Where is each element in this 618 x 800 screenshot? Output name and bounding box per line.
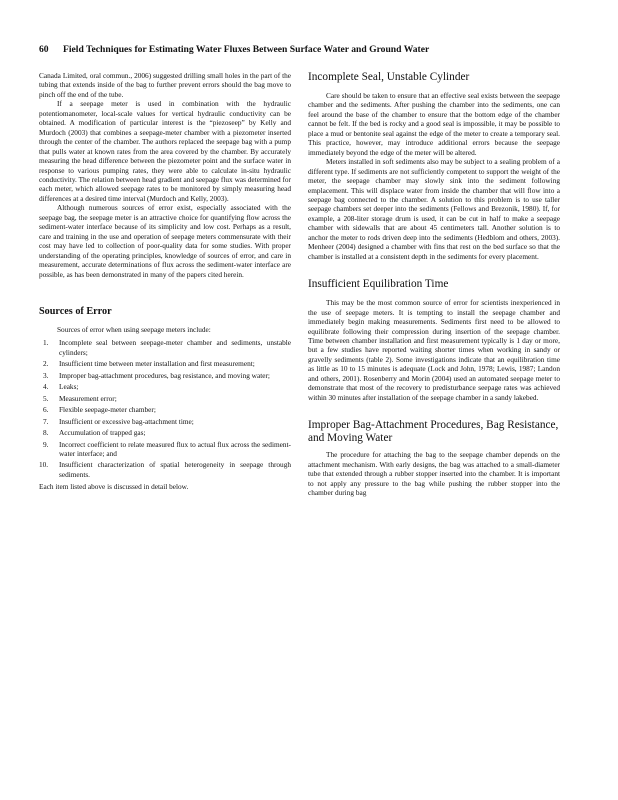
paragraph: Sources of error when using seepage meters include: bbox=[57, 324, 211, 334]
list-number: 6. bbox=[43, 405, 49, 415]
list-item-text: Incorrect coefficient to relate measured flux to actual flux across the sediment-water interface; and bbox=[59, 439, 291, 458]
paragraph: Care should be taken to ensure that an effective seal exists between the seepage chamber and the sediments. After pushing the chamber into the sediments, one can feel around the base of the chamber to ensure that the bottom edge of the chamber cannot be felt. If the bed is rocky and a good seal is impossible, it may be possible to place a mud or bentonite seal against the edge of the meter to create a temporary seal. This practice, however, may introduce additional errors because the seepage immediately beyond the edge of the meter will be altered. bbox=[308, 91, 560, 157]
section-heading-sources-of-error: Sources of Error bbox=[39, 305, 112, 317]
list-number: 2. bbox=[43, 359, 49, 369]
list-item bbox=[39, 460, 291, 479]
paragraph: Although numerous sources of error exist, especially associated with the seepage bag, the seepage meter is an attractive choice for quantifying flow across the sediment-water interface because of its simplicity and low cost. Perhaps as a result, care and training in the use and operation of seepage meters commensurate with their cost may have led to collection of poor-quality data for some studies. With proper understanding of the operating principles, knowledge of sources of error, and care in measurement, accurate determinations of flux across the sediment-water interface are possible, as has been demonstrated in many of the papers cited herein. bbox=[39, 203, 291, 279]
running-header bbox=[39, 44, 429, 55]
list-item bbox=[39, 417, 291, 426]
list-item-text: Flexible seepage-meter chamber; bbox=[59, 405, 156, 415]
list-item bbox=[39, 371, 291, 380]
list-item bbox=[39, 394, 291, 403]
list-item-text: Measurement error; bbox=[59, 393, 117, 403]
list-item-text: Leaks; bbox=[59, 382, 79, 392]
section-heading-bag-attachment: Improper Bag-Attachment Procedures, Bag Resistance, and Moving Water bbox=[308, 419, 559, 445]
list-number: 10. bbox=[39, 460, 49, 470]
paragraph: Each item listed above is discussed in detail below. bbox=[39, 482, 189, 492]
list-item-text: Incomplete seal between seepage-meter chamber and sediments, unstable cylinders; bbox=[59, 338, 291, 357]
section-heading-incomplete-seal: Incomplete Seal, Unstable Cylinder bbox=[308, 71, 470, 83]
list-item-text: Improper bag-attachment procedures, bag resistance, and moving water; bbox=[59, 370, 270, 380]
list-number: 7. bbox=[43, 416, 49, 426]
list-number: 4. bbox=[43, 382, 49, 392]
running-title: Field Techniques for Estimating Water Fluxes Between Surface Water and Ground Water bbox=[63, 44, 430, 55]
right-column bbox=[308, 71, 560, 497]
paragraph: This may be the most common source of error for scientists inexperienced in the use of seepage meters. It is tempting to install the seepage chamber and immediately begin making measurements. Sediments first need to be allowed to equilibrate following their compression during insertion of the seepage chamber. Time between chamber installation and first measurement typically is 1 day or more, but a few studies have reported waiting shorter times when working in sandy or gravelly sediments (table 2). Some investigations indicate that an equilibration time as little as 10 to 15 minutes is adequate (Lock and John, 1978; Lewis, 1987; Landon and others, 2001). Rosenberry and Morin (2004) used an automated seepage meter to demonstrate that most of the recovery to predisturbance seepage rates was achieved within 30 minutes after installation of the seepage chamber in a sandy lakebed. bbox=[308, 298, 560, 402]
list-item-text: Accumulation of trapped gas; bbox=[59, 428, 146, 438]
list-item-text: Insufficient characterization of spatial heterogeneity in seepage through sediments. bbox=[59, 460, 291, 479]
list-item-text: Insufficient or excessive bag-attachment time; bbox=[59, 416, 194, 426]
list-number: 8. bbox=[43, 428, 49, 438]
list-item-text: Insufficient time between meter installation and first measurement; bbox=[59, 359, 255, 369]
list-item bbox=[39, 382, 291, 391]
list-item bbox=[39, 440, 291, 459]
list-item bbox=[39, 338, 291, 357]
paragraph: The procedure for attaching the bag to the seepage chamber depends on the attachment mechanism. With early designs, the bag was attached to a small-diameter tube that extended through a rubber stopper inserted into the chamber. It is important to not apply any pressure to the bag while pushing the rubber stopper into the chamber during bag bbox=[308, 450, 560, 497]
list-number: 3. bbox=[43, 370, 49, 380]
paragraph: Canada Limited, oral commun., 2006) suggested drilling small holes in the part of the tubing that extends inside of the bag to further prevent errors should the bag move to pinch off the end of the tube. bbox=[39, 71, 291, 99]
paragraph: Meters installed in soft sediments also may be subject to a sealing problem of a different type. If sediments are not sufficiently competent to support the weight of the meter, the seepage chamber may slowly sink into the sediment following emplacement. This will displace water from inside the chamber that will flow into a seepage bag connected to the chamber. A solution to this problem is to use taller seepage chambers set deeper into the sediments (Fellows and Brezonik, 1980). If, for example, a 208-liter storage drum is used, it can be cut in half to make a seepage chamber with sidewalls that are about 45 centimeters tall. Another solution is to anchor the meter to rods driven deep into the sediments (Hedblom and others, 2003). Menheer (2004) designed a chamber with fins that rest on the bed surface so that the chamber is installed at a consistent depth in the sediments for every placement. bbox=[308, 157, 560, 261]
list-item bbox=[39, 359, 291, 368]
page-number: 60 bbox=[39, 44, 49, 55]
list-item bbox=[39, 405, 291, 414]
paragraph: If a seepage meter is used in combination with the hydraulic potentiomanometer, local-scale values for vertical hydraulic conductivity can be obtained. A modification of particular interest is the “piezoseep” by Kelly and Murdoch (2003) that combines a seepage-meter chamber with a piezometer inserted through the center of the chamber. The authors replaced the seepage bag with a pump that pulls water at known rates from the area covered by the chamber. By accurately measuring the head difference between the piezometer point and the surface water in response to various pumping rates, they were able to calculate in-situ hydraulic conductivity. The relation between head gradient and seepage flux was determined for each meter, which allowed seepage rates to be monitored by simply measuring head differences at a desired time interval (Murdoch and Kelly, 2003). bbox=[39, 99, 291, 203]
list-number: 1. bbox=[43, 338, 49, 348]
error-sources-list bbox=[39, 338, 291, 479]
section-heading-equilibration-time: Insufficient Equilibration Time bbox=[308, 278, 449, 291]
left-column bbox=[39, 71, 291, 492]
list-number: 5. bbox=[43, 393, 49, 403]
list-number: 9. bbox=[43, 439, 49, 449]
list-item bbox=[39, 428, 291, 437]
